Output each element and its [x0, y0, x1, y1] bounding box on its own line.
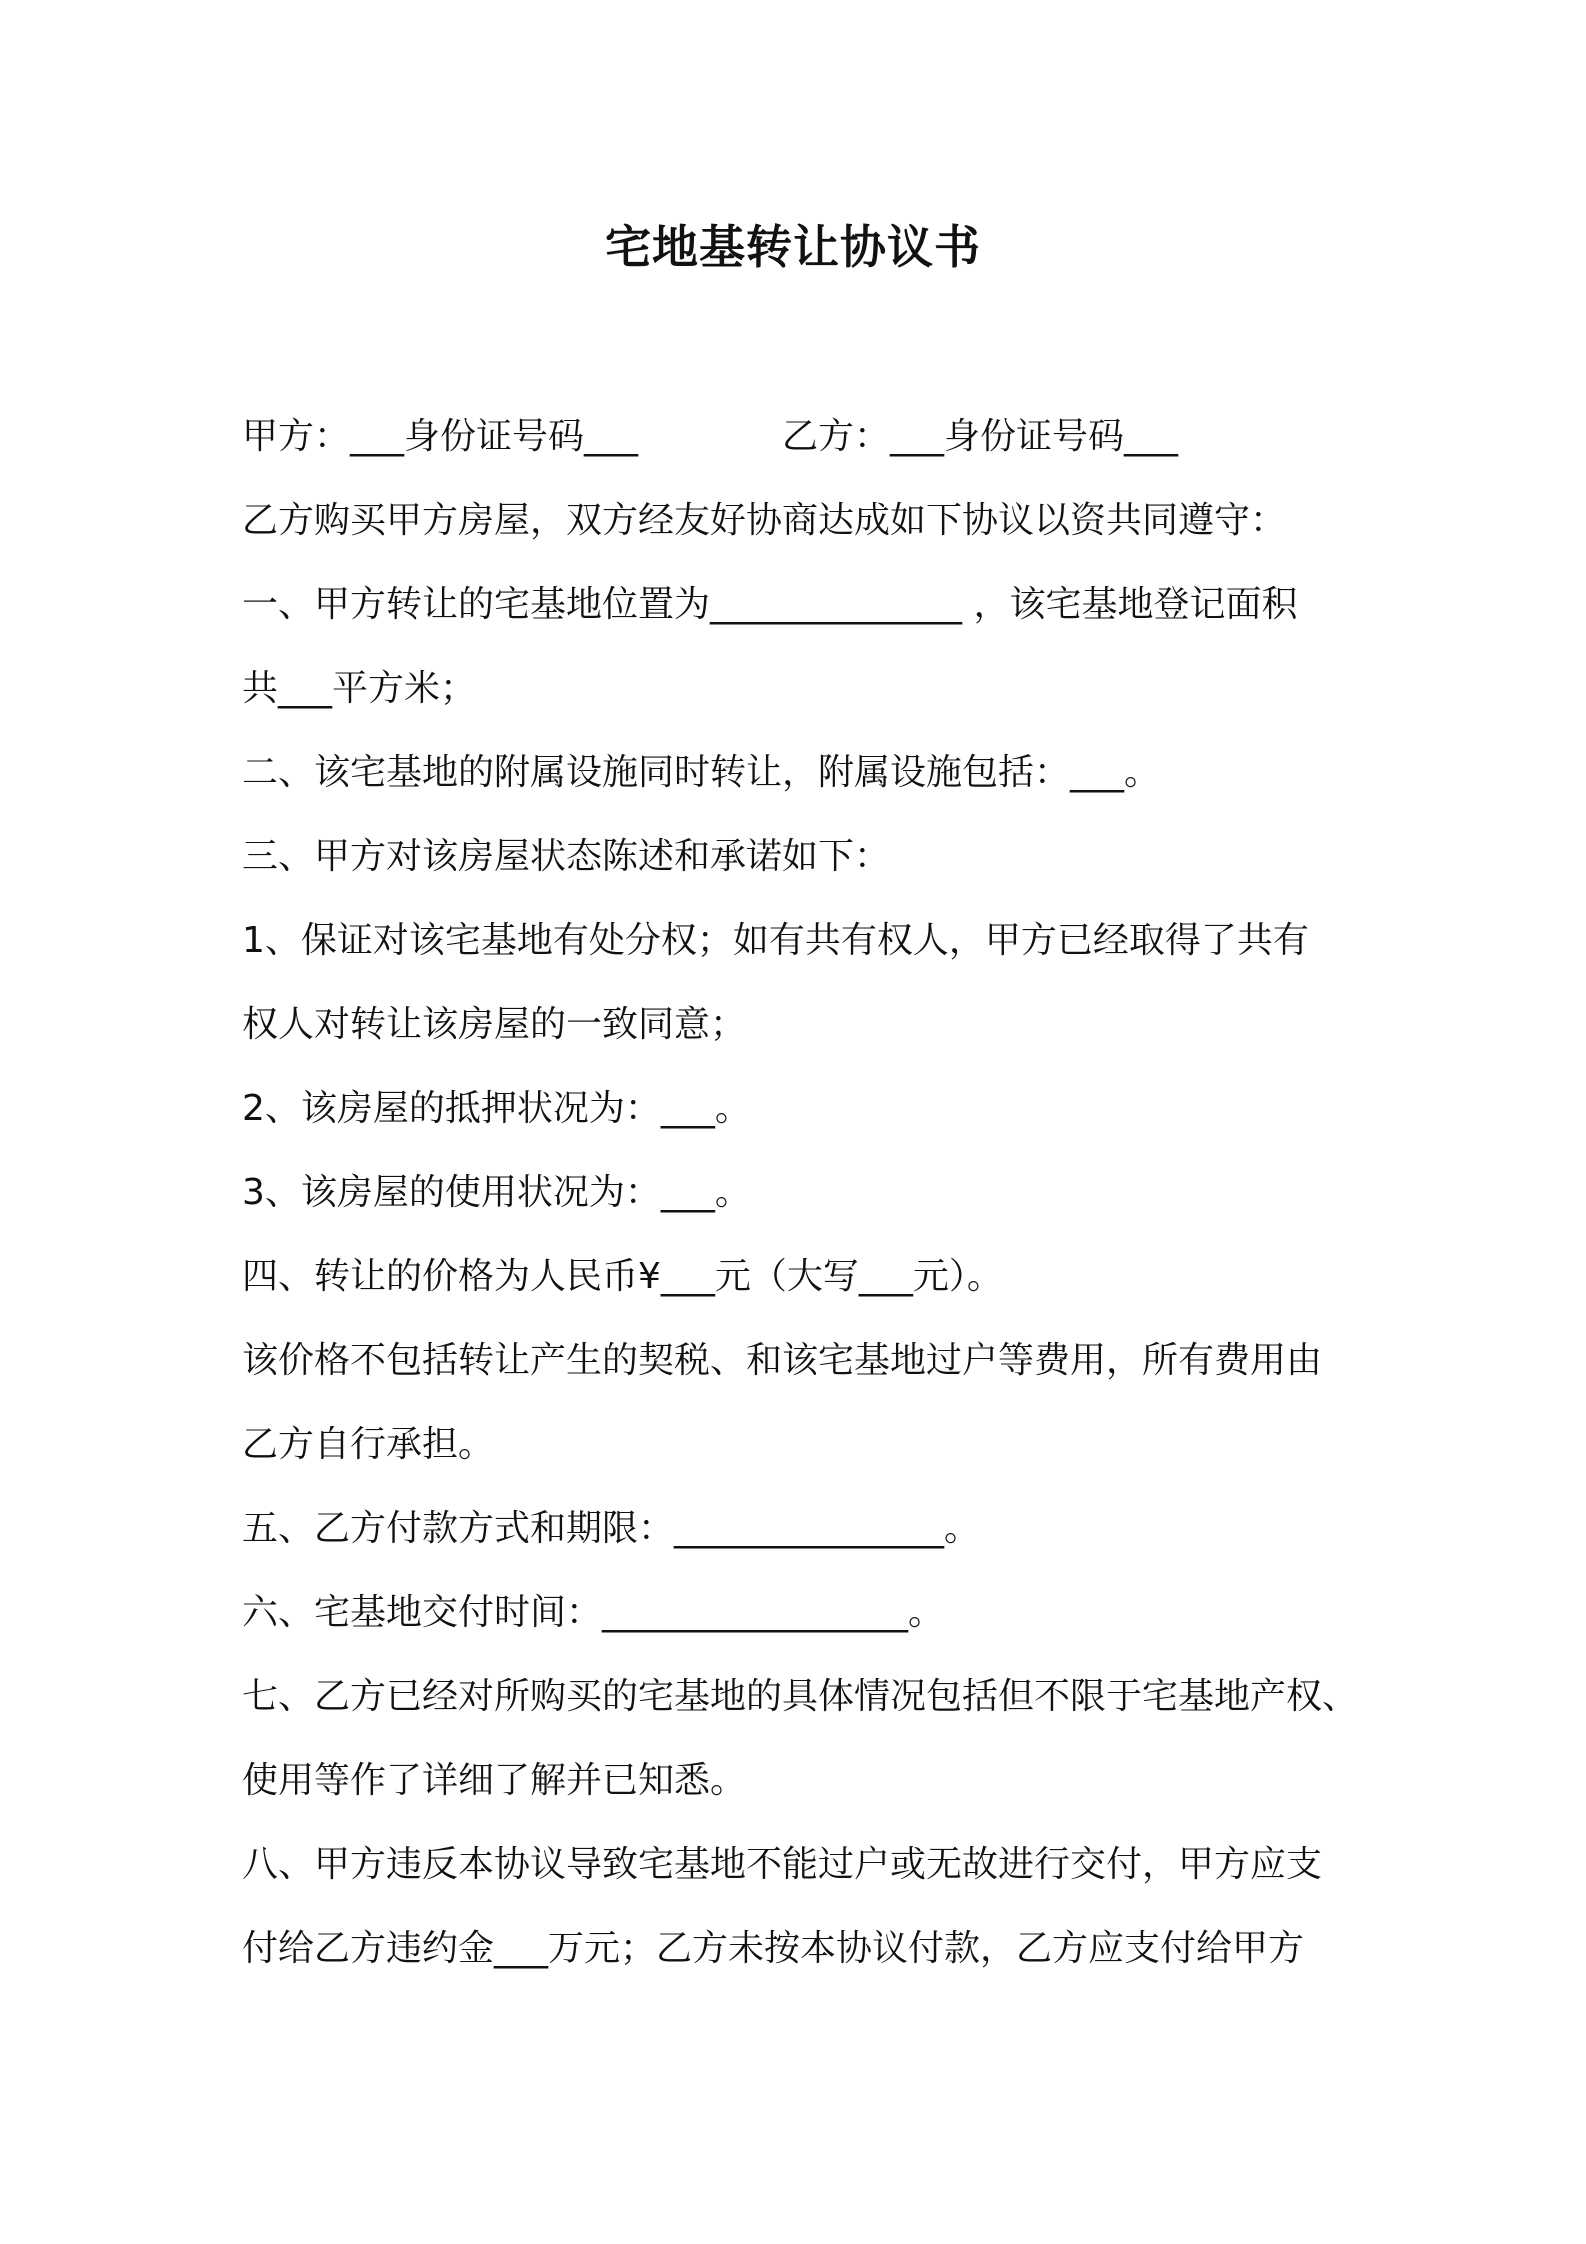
clause-1-line-2: 共___平方米；	[242, 668, 477, 709]
clause-3-item-1-line-1: 1、保证对该宅基地有处分权；如有共有权人，甲方已经取得了共有	[242, 920, 1309, 961]
clause-7-line-2: 使用等作了详细了解并已知悉。	[242, 1760, 747, 1801]
intro-line: 乙方购买甲方房屋，双方经友好协商达成如下协议以资共同遵守：	[242, 500, 1287, 541]
clause-8-line-1: 八、甲方违反本协议导致宅基地不能过户或无故进行交付，甲方应支	[242, 1844, 1323, 1885]
party-b-line: 乙方：___身份证号码___	[782, 416, 1179, 457]
clause-8-line-2: 付给乙方违约金___万元；乙方未按本协议付款，乙方应支付给甲方	[242, 1928, 1305, 1969]
clause-6-line: 六、宅基地交付时间：_________________。	[242, 1592, 945, 1633]
clause-4-note-line-2: 乙方自行承担。	[242, 1424, 495, 1465]
clause-2-line: 二、该宅基地的附属设施同时转让，附属设施包括：___。	[242, 752, 1161, 793]
clause-4-line: 四、转让的价格为人民币¥___元（大写___元）。	[242, 1256, 1003, 1297]
document-title: 宅地基转让协议书	[605, 220, 981, 274]
clause-1-line-1: 一、甲方转让的宅基地位置为______________ ，该宅基地登记面积	[242, 584, 1298, 625]
clause-7-line-1: 七、乙方已经对所购买的宅基地的具体情况包括但不限于宅基地产权、	[242, 1676, 1359, 1717]
clause-3-item-2-line: 2、该房屋的抵押状况为：___。	[242, 1088, 751, 1129]
clause-3-item-1-line-2: 权人对转让该房屋的一致同意；	[242, 1004, 747, 1045]
clause-4-note-line-1: 该价格不包括转让产生的契税、和该宅基地过户等费用，所有费用由	[242, 1340, 1323, 1381]
clause-3-item-3-line: 3、该房屋的使用状况为：___。	[242, 1172, 751, 1213]
clause-5-line: 五、乙方付款方式和期限：_______________。	[242, 1508, 981, 1549]
party-a-line: 甲方：___身份证号码___	[242, 416, 639, 457]
clause-3-line: 三、甲方对该房屋状态陈述和承诺如下：	[242, 836, 891, 877]
